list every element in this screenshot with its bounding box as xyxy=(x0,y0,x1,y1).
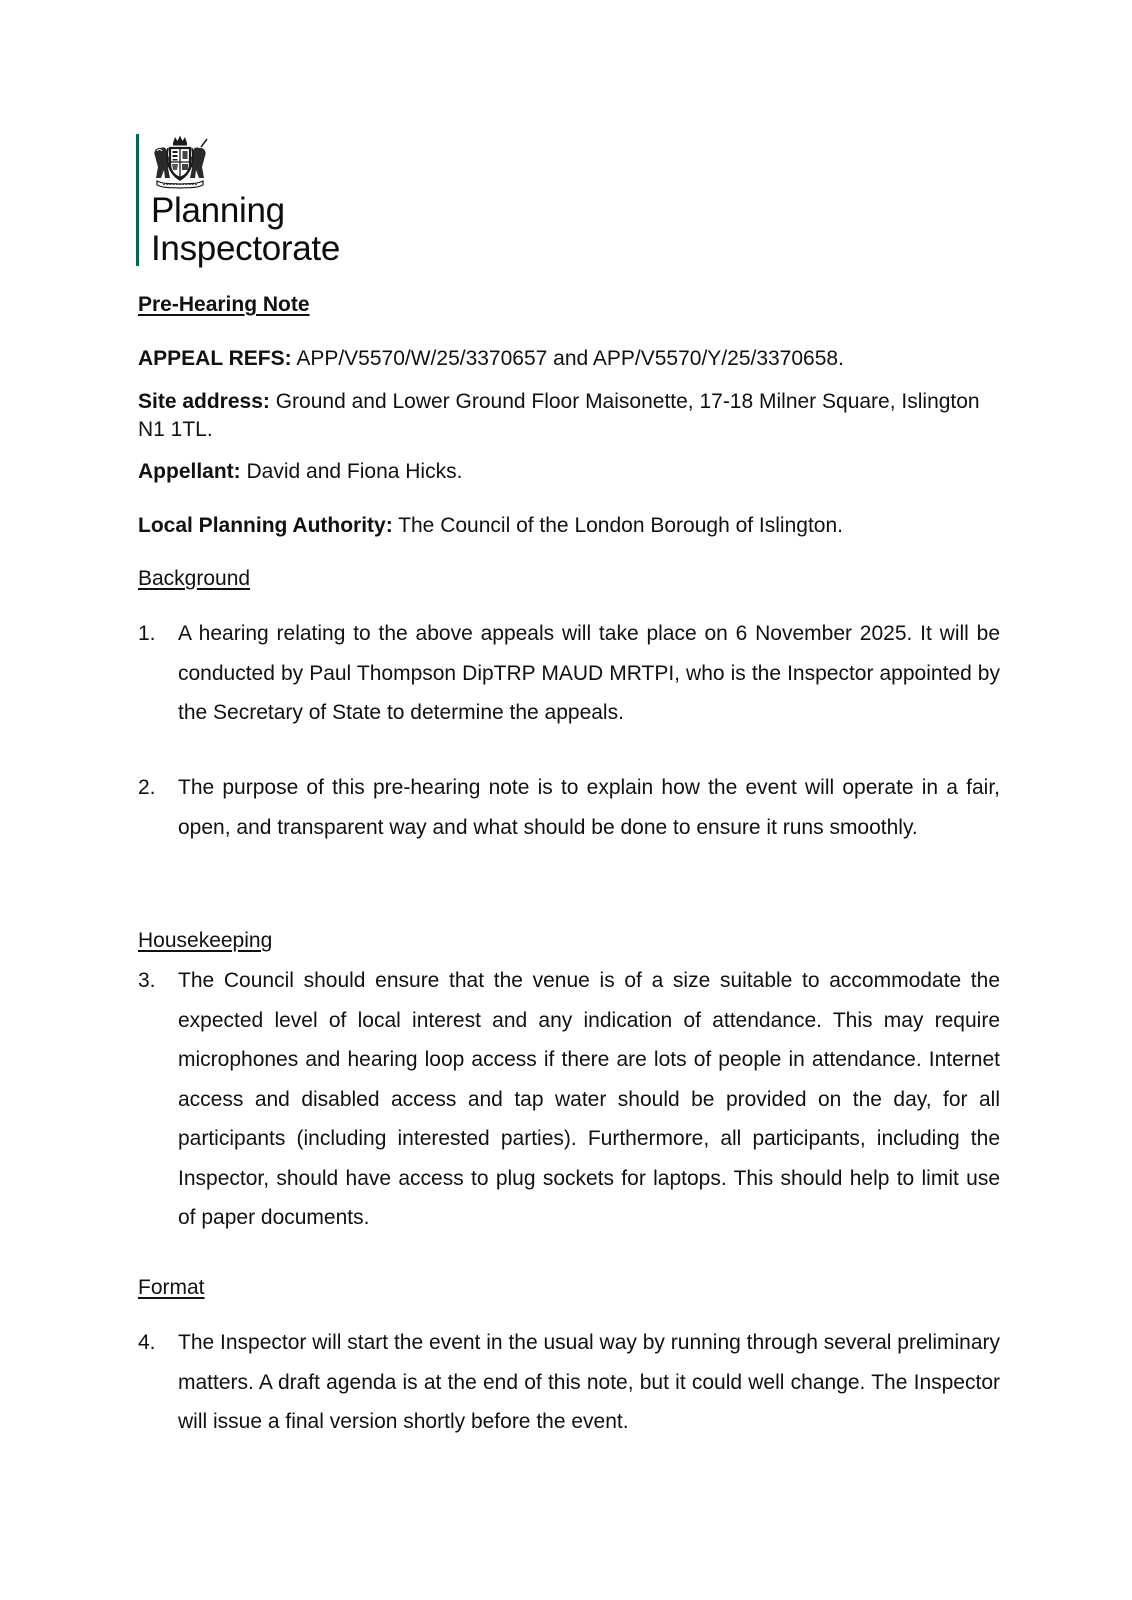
lpa-value: The Council of the London Borough of Islington. xyxy=(392,514,843,537)
paragraph-text: The Inspector will start the event in the usual way by running through several preliminary matters. A draft agenda is at the end of this note, but it could well change. The Inspector will issue a final version shortly before the event. xyxy=(178,1331,1000,1433)
site-address xyxy=(138,388,1000,444)
appellant-value: David and Fiona Hicks. xyxy=(240,460,463,483)
local-planning-authority xyxy=(138,512,1000,540)
appeal-refs-label: APPEAL REFS: xyxy=(138,347,292,370)
page-title: Pre-Hearing Note xyxy=(138,293,310,316)
appeal-refs xyxy=(138,345,1000,373)
paragraph-number: 1. xyxy=(138,622,156,645)
site-address-label: Site address: xyxy=(138,390,270,413)
appeal-refs-value: APP/V5570/W/25/3370657 and APP/V5570/Y/25/3370658. xyxy=(291,347,844,370)
numbered-paragraph xyxy=(138,768,1000,847)
logo-line-2: Inspectorate xyxy=(151,229,341,268)
paragraph-text: A hearing relating to the above appeals will take place on 6 November 2025. It will be conducted by Paul Thompson DipTRP MAUD MRTPI, who is the Inspector appointed by the Secretary of State to determine the appeals. xyxy=(178,622,1000,724)
section-heading-housekeeping: Housekeeping xyxy=(138,929,273,952)
planning-inspectorate-logo xyxy=(136,134,376,266)
section-heading-format: Format xyxy=(138,1276,205,1299)
numbered-paragraph xyxy=(138,1323,1000,1442)
site-address-value: Ground and Lower Ground Floor Maisonette, 17-18 Milner Square, Islington N1 1TL. xyxy=(138,390,980,441)
section-heading-background: Background xyxy=(138,567,251,590)
paragraph-number: 3. xyxy=(138,969,156,992)
numbered-paragraph xyxy=(138,961,1000,1238)
appellant-label: Appellant: xyxy=(138,460,241,483)
paragraph-text: The purpose of this pre-hearing note is to explain how the event will operate in a fair, open, and transparent way and what should be done to ensure it runs smoothly. xyxy=(178,776,1000,839)
logo-accent-bar xyxy=(136,134,139,266)
paragraph-number: 4. xyxy=(138,1331,156,1354)
logo-line-1: Planning xyxy=(151,191,285,230)
lpa-label: Local Planning Authority: xyxy=(138,514,393,537)
numbered-paragraph xyxy=(138,614,1000,733)
appellant xyxy=(138,458,1000,486)
royal-crest-icon xyxy=(149,134,211,190)
paragraph-text: The Council should ensure that the venue is of a size suitable to accommodate the expected level of local interest and any indication of attendance. This may require microphones and hearing loop access if there are lots of people in attendance. Internet access and disabled access and tap water should be provided on the day, for all participants (including interested parties). Furthermore, all participants, including the Inspector, should have access to plug sockets for laptops. This should help to limit use of paper documents. xyxy=(178,969,1000,1229)
paragraph-number: 2. xyxy=(138,776,156,799)
logo-wordmark xyxy=(151,192,340,268)
